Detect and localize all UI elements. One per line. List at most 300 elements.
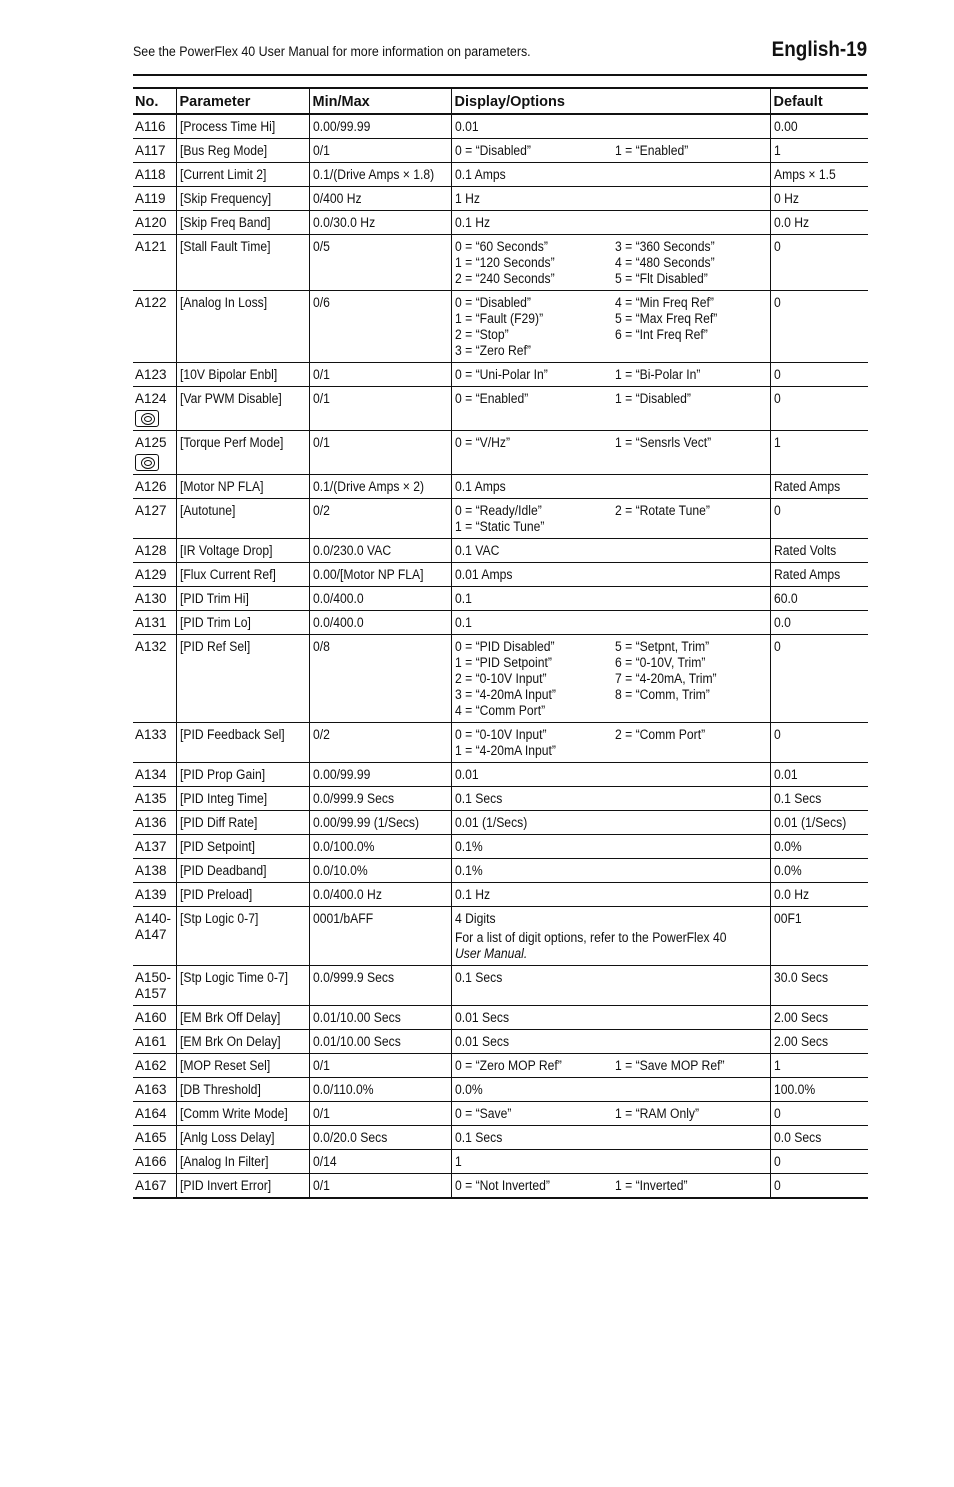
cell-parameter [176, 563, 309, 587]
cell-no [133, 787, 176, 811]
cell-minmax [309, 966, 451, 1006]
cell-parameter [176, 763, 309, 787]
option-item: 1 = “4-20mA Input” [454, 743, 556, 758]
cell-default [770, 883, 868, 907]
cell-display-options [451, 539, 770, 563]
cell-no [133, 1006, 176, 1030]
table-row [133, 291, 868, 363]
minmax-value: 0.0/999.9 Secs [312, 791, 394, 806]
option-item: 1 = “Disabled” [614, 391, 691, 406]
minmax-value: 0/1 [312, 1058, 330, 1073]
param-number: A162 [135, 1058, 167, 1073]
cell-default [770, 1102, 868, 1126]
minmax-value: 0.0/110.0% [312, 1082, 374, 1097]
cell-no [133, 1078, 176, 1102]
param-number: A124 [135, 391, 167, 406]
cell-no [133, 966, 176, 1006]
default-value: 0 [773, 727, 781, 742]
param-number: A167 [135, 1178, 167, 1193]
option-item: 0 = “0-10V Input” [454, 727, 547, 742]
cell-parameter [176, 539, 309, 563]
parameter-name: [EM Brk Off Delay] [179, 1010, 280, 1025]
cell-default [770, 1054, 868, 1078]
default-value: 00F1 [773, 911, 802, 926]
table-row [133, 723, 868, 763]
cell-default [770, 1006, 868, 1030]
parameter-name: [Torque Perf Mode] [179, 435, 283, 450]
cell-no [133, 883, 176, 907]
cell-default [770, 211, 868, 235]
table-row [133, 1150, 868, 1174]
cell-minmax [309, 1030, 451, 1054]
display-value: 0.1 VAC [454, 543, 499, 558]
default-value: Rated Volts [773, 543, 836, 558]
cell-minmax [309, 611, 451, 635]
cell-default [770, 235, 868, 291]
table-row [133, 431, 868, 475]
display-note: For a list of digit options, refer to the PowerFlex 40 [454, 930, 726, 945]
table-row [133, 114, 868, 139]
cell-minmax [309, 883, 451, 907]
cell-default [770, 1126, 868, 1150]
param-number: A139 [135, 887, 167, 902]
minmax-value: 0/2 [312, 727, 330, 742]
minmax-value: 0/400 Hz [312, 191, 362, 206]
default-value: 0.0 Secs [773, 1130, 821, 1145]
column-header-parameter: Parameter [176, 88, 309, 114]
cell-default [770, 563, 868, 587]
default-value: 0 [773, 1154, 781, 1169]
default-value: 100.0% [773, 1082, 815, 1097]
table-row [133, 1030, 868, 1054]
cell-no [133, 907, 176, 966]
cell-default [770, 835, 868, 859]
cell-no [133, 431, 176, 475]
param-number: A116 [135, 119, 166, 134]
param-number: A119 [135, 191, 166, 206]
parameter-name: [Motor NP FLA] [179, 479, 264, 494]
table-row [133, 611, 868, 635]
table-row [133, 787, 868, 811]
parameter-name: [Analog In Loss] [179, 295, 267, 310]
table-row [133, 563, 868, 587]
option-item: 1 = “Enabled” [614, 143, 688, 158]
option-item: 3 = “4-20mA Input” [454, 687, 556, 702]
minmax-value: 0.0/400.0 [312, 615, 364, 630]
cell-no [133, 387, 176, 431]
display-value: 4 Digits [454, 911, 496, 926]
default-value: 0 [773, 295, 781, 310]
minmax-value: 0.0/20.0 Secs [312, 1130, 387, 1145]
cell-minmax [309, 635, 451, 723]
display-value: 0.1% [454, 839, 483, 854]
default-value: 0 [773, 1178, 781, 1193]
cell-parameter [176, 139, 309, 163]
cell-minmax [309, 499, 451, 539]
cell-parameter [176, 635, 309, 723]
default-value: 0.0% [773, 839, 802, 854]
table-row [133, 635, 868, 723]
param-number: A120 [135, 215, 167, 230]
default-value: 0.01 [773, 767, 798, 782]
param-number: A117 [135, 143, 166, 158]
minmax-value: 0.1/(Drive Amps × 2) [312, 479, 424, 494]
minmax-value: 0.0/230.0 VAC [312, 543, 391, 558]
param-number: A132 [135, 639, 167, 654]
minmax-value: 0/1 [312, 435, 330, 450]
default-value: 1 [773, 435, 781, 450]
table-body [133, 114, 868, 1198]
default-value: Rated Amps [773, 567, 840, 582]
option-item: 1 = “PID Setpoint” [454, 655, 552, 670]
option-item: 3 = “Zero Ref” [454, 343, 531, 358]
parameter-table [133, 87, 868, 1199]
cell-default [770, 139, 868, 163]
parameter-name: [Flux Current Ref] [179, 567, 276, 582]
cell-parameter [176, 1030, 309, 1054]
table-header-row [133, 88, 868, 114]
cell-parameter [176, 363, 309, 387]
cell-parameter [176, 907, 309, 966]
cell-display-options [451, 811, 770, 835]
cell-default [770, 291, 868, 363]
option-item: 8 = “Comm, Trim” [614, 687, 710, 702]
cell-default [770, 723, 868, 763]
param-number: A128 [135, 543, 167, 558]
cell-minmax [309, 763, 451, 787]
cell-minmax [309, 723, 451, 763]
param-number: A165 [135, 1130, 167, 1145]
default-value: 0 Hz [773, 191, 799, 206]
cell-minmax [309, 859, 451, 883]
display-value: 0.1 Amps [454, 167, 506, 182]
cell-default [770, 811, 868, 835]
display-value: 0.1 Amps [454, 479, 506, 494]
table-row [133, 139, 868, 163]
cell-parameter [176, 587, 309, 611]
param-number: A131 [135, 615, 167, 630]
display-value: 0.1 [454, 591, 472, 606]
minmax-value: 0.0/10.0% [312, 863, 368, 878]
cell-parameter [176, 1054, 309, 1078]
cell-display-options [451, 763, 770, 787]
parameter-name: [PID Trim Hi] [179, 591, 249, 606]
table-row [133, 387, 868, 431]
parameter-name: [PID Feedback Sel] [179, 727, 285, 742]
param-number: A122 [135, 295, 167, 310]
param-number: A129 [135, 567, 167, 582]
param-number: A134 [135, 767, 167, 782]
cell-display-options [451, 291, 770, 363]
cell-display-options [451, 114, 770, 139]
display-value: 0.01 [454, 767, 479, 782]
param-number: A125 [135, 435, 167, 450]
option-item: 5 = “Flt Disabled” [614, 271, 708, 286]
cell-parameter [176, 611, 309, 635]
option-item: 0 = “Enabled” [454, 391, 528, 406]
cell-display-options [451, 235, 770, 291]
cell-minmax [309, 114, 451, 139]
default-value: Amps × 1.5 [773, 167, 836, 182]
cell-parameter [176, 235, 309, 291]
option-item: 7 = “4-20mA, Trim” [614, 671, 717, 686]
parameter-name: [Stp Logic 0-7] [179, 911, 258, 926]
param-number: A127 [135, 503, 167, 518]
default-value: 0 [773, 367, 781, 382]
parameter-name: [Skip Frequency] [179, 191, 271, 206]
cell-minmax [309, 811, 451, 835]
display-value: 1 Hz [454, 191, 480, 206]
param-number: A137 [135, 839, 167, 854]
table-row [133, 1006, 868, 1030]
display-value: 1 [454, 1154, 462, 1169]
cell-default [770, 635, 868, 723]
param-number: A133 [135, 727, 167, 742]
cell-no [133, 763, 176, 787]
param-number: A118 [135, 167, 166, 182]
table-row [133, 539, 868, 563]
cell-parameter [176, 1006, 309, 1030]
table-row [133, 883, 868, 907]
option-item: 4 = “Min Freq Ref” [614, 295, 714, 310]
column-header-display-options: Display/Options [451, 88, 770, 114]
parameter-name: [IR Voltage Drop] [179, 543, 273, 558]
option-item: 4 = “Comm Port” [454, 703, 545, 718]
cell-default [770, 907, 868, 966]
cell-no [133, 114, 176, 139]
cell-display-options [451, 587, 770, 611]
default-value: 0 [773, 503, 781, 518]
display-value: 0.1 Secs [454, 791, 502, 806]
cell-display-options [451, 499, 770, 539]
cell-no [133, 1150, 176, 1174]
option-item: 1 = “Static Tune” [454, 519, 544, 534]
minmax-value: 0.00/99.99 [312, 767, 370, 782]
cell-default [770, 587, 868, 611]
option-item: 5 = “Setpnt, Trim” [614, 639, 709, 654]
cell-no [133, 363, 176, 387]
cell-no [133, 163, 176, 187]
cell-no [133, 635, 176, 723]
option-item: 6 = “0-10V, Trim” [614, 655, 705, 670]
option-item: 0 = “Uni-Polar In” [454, 367, 548, 382]
option-item: 2 = “Stop” [454, 327, 509, 342]
param-number: A166 [135, 1154, 167, 1169]
parameter-name: [Bus Reg Mode] [179, 143, 267, 158]
option-item: 1 = “Save MOP Ref” [614, 1058, 725, 1073]
parameter-name: [PID Deadband] [179, 863, 266, 878]
table-row [133, 811, 868, 835]
parameter-name: [Current Limit 2] [179, 167, 266, 182]
minmax-value: 0.0/400.0 Hz [312, 887, 382, 902]
cell-display-options [451, 966, 770, 1006]
minmax-value: 0.00/99.99 (1/Secs) [312, 815, 419, 830]
default-value: 1 [773, 143, 781, 158]
cell-parameter [176, 1102, 309, 1126]
cell-display-options [451, 563, 770, 587]
parameter-name: [MOP Reset Sel] [179, 1058, 270, 1073]
cell-minmax [309, 563, 451, 587]
column-header-default: Default [770, 88, 868, 114]
cell-display-options [451, 1054, 770, 1078]
cell-no [133, 539, 176, 563]
default-value: 0.0 [773, 615, 791, 630]
cell-minmax [309, 363, 451, 387]
cell-parameter [176, 187, 309, 211]
param-number: A161 [135, 1034, 167, 1049]
cell-minmax [309, 387, 451, 431]
cell-minmax [309, 211, 451, 235]
cell-display-options [451, 1150, 770, 1174]
default-value: 0.0 Hz [773, 887, 809, 902]
column-header-minmax: Min/Max [309, 88, 451, 114]
cell-no [133, 1174, 176, 1199]
default-value: 30.0 Secs [773, 970, 828, 985]
default-value: 0 [773, 1106, 781, 1121]
minmax-value: 0.01/10.00 Secs [312, 1034, 401, 1049]
cell-no [133, 1030, 176, 1054]
table-row [133, 1174, 868, 1199]
parameter-name: [Analog In Filter] [179, 1154, 268, 1169]
cell-parameter [176, 499, 309, 539]
param-number: A157 [135, 986, 167, 1001]
cell-no [133, 499, 176, 539]
cell-parameter [176, 859, 309, 883]
cell-parameter [176, 291, 309, 363]
cell-no [133, 587, 176, 611]
minmax-value: 0001/bAFF [312, 911, 373, 926]
cell-display-options [451, 1126, 770, 1150]
table-row [133, 1078, 868, 1102]
cell-default [770, 363, 868, 387]
parameter-name: [Skip Freq Band] [179, 215, 271, 230]
table-row [133, 859, 868, 883]
cell-default [770, 611, 868, 635]
cell-minmax [309, 1126, 451, 1150]
cell-default [770, 966, 868, 1006]
parameter-name: [DB Threshold] [179, 1082, 261, 1097]
option-item: 2 = “240 Seconds” [454, 271, 555, 286]
option-item: 1 = “Bi-Polar In” [614, 367, 700, 382]
cell-display-options [451, 431, 770, 475]
cell-display-options [451, 1078, 770, 1102]
param-number: A150- [135, 970, 172, 985]
page-label: English-19 [771, 38, 867, 61]
cell-no [133, 835, 176, 859]
default-value: 0.01 (1/Secs) [773, 815, 846, 830]
cell-parameter [176, 1150, 309, 1174]
param-number: A163 [135, 1082, 167, 1097]
option-item: 2 = “Rotate Tune” [614, 503, 710, 518]
display-value: 0.01 (1/Secs) [454, 815, 527, 830]
minmax-value: 0/1 [312, 367, 330, 382]
cell-no [133, 1054, 176, 1078]
default-value: 0 [773, 391, 781, 406]
cell-default [770, 1174, 868, 1199]
cell-no [133, 475, 176, 499]
minmax-value: 0/1 [312, 143, 330, 158]
cell-no [133, 235, 176, 291]
cell-default [770, 387, 868, 431]
cell-parameter [176, 787, 309, 811]
option-item: 1 = “Fault (F29)” [454, 311, 543, 326]
table-row [133, 163, 868, 187]
cell-parameter [176, 475, 309, 499]
parameter-name: [Var PWM Disable] [179, 391, 282, 406]
param-number: A140- [135, 911, 172, 926]
cell-minmax [309, 1102, 451, 1126]
parameter-name: [PID Trim Lo] [179, 615, 251, 630]
cell-minmax [309, 291, 451, 363]
cell-parameter [176, 211, 309, 235]
cell-minmax [309, 187, 451, 211]
cell-default [770, 431, 868, 475]
option-item: 1 = “RAM Only” [614, 1106, 699, 1121]
param-number: A138 [135, 863, 167, 878]
default-value: 60.0 [773, 591, 798, 606]
option-item: 2 = “Comm Port” [614, 727, 705, 742]
display-value: 0.1 Hz [454, 887, 490, 902]
cell-display-options [451, 363, 770, 387]
cell-default [770, 163, 868, 187]
param-number: A160 [135, 1010, 167, 1025]
cell-display-options [451, 1174, 770, 1199]
cell-display-options [451, 835, 770, 859]
table-row [133, 235, 868, 291]
table-row [133, 763, 868, 787]
cell-no [133, 1126, 176, 1150]
cell-display-options [451, 723, 770, 763]
cell-default [770, 859, 868, 883]
minmax-value: 0/1 [312, 1106, 330, 1121]
cell-display-options [451, 211, 770, 235]
cell-minmax [309, 587, 451, 611]
option-item: 1 = “Inverted” [614, 1178, 688, 1193]
param-number: A126 [135, 479, 167, 494]
parameter-name: [PID Prop Gain] [179, 767, 265, 782]
cell-default [770, 499, 868, 539]
parameter-name: [Autotune] [179, 503, 235, 518]
cell-minmax [309, 163, 451, 187]
cell-display-options [451, 387, 770, 431]
minmax-value: 0.0/30.0 Hz [312, 215, 375, 230]
cell-parameter [176, 114, 309, 139]
cell-minmax [309, 1054, 451, 1078]
cell-minmax [309, 907, 451, 966]
param-number: A164 [135, 1106, 167, 1121]
minmax-value: 0.0/100.0% [312, 839, 374, 854]
parameter-name: [PID Preload] [179, 887, 252, 902]
cell-default [770, 1078, 868, 1102]
cell-no [133, 1102, 176, 1126]
minmax-value: 0/6 [312, 295, 330, 310]
param-number: A121 [135, 239, 167, 254]
cell-minmax [309, 139, 451, 163]
cell-display-options [451, 907, 770, 966]
stop-drive-icon [135, 454, 159, 471]
minmax-value: 0/1 [312, 1178, 330, 1193]
display-value: 0.01 [454, 119, 479, 134]
display-value: 0.1% [454, 863, 483, 878]
parameter-name: [Comm Write Mode] [179, 1106, 288, 1121]
header-note: See the PowerFlex 40 User Manual for more information on parameters. [133, 44, 531, 59]
cell-display-options [451, 787, 770, 811]
cell-display-options [451, 1006, 770, 1030]
table-row [133, 1054, 868, 1078]
minmax-value: 0.1/(Drive Amps × 1.8) [312, 167, 434, 182]
cell-parameter [176, 431, 309, 475]
option-item: 0 = “60 Seconds” [454, 239, 548, 254]
